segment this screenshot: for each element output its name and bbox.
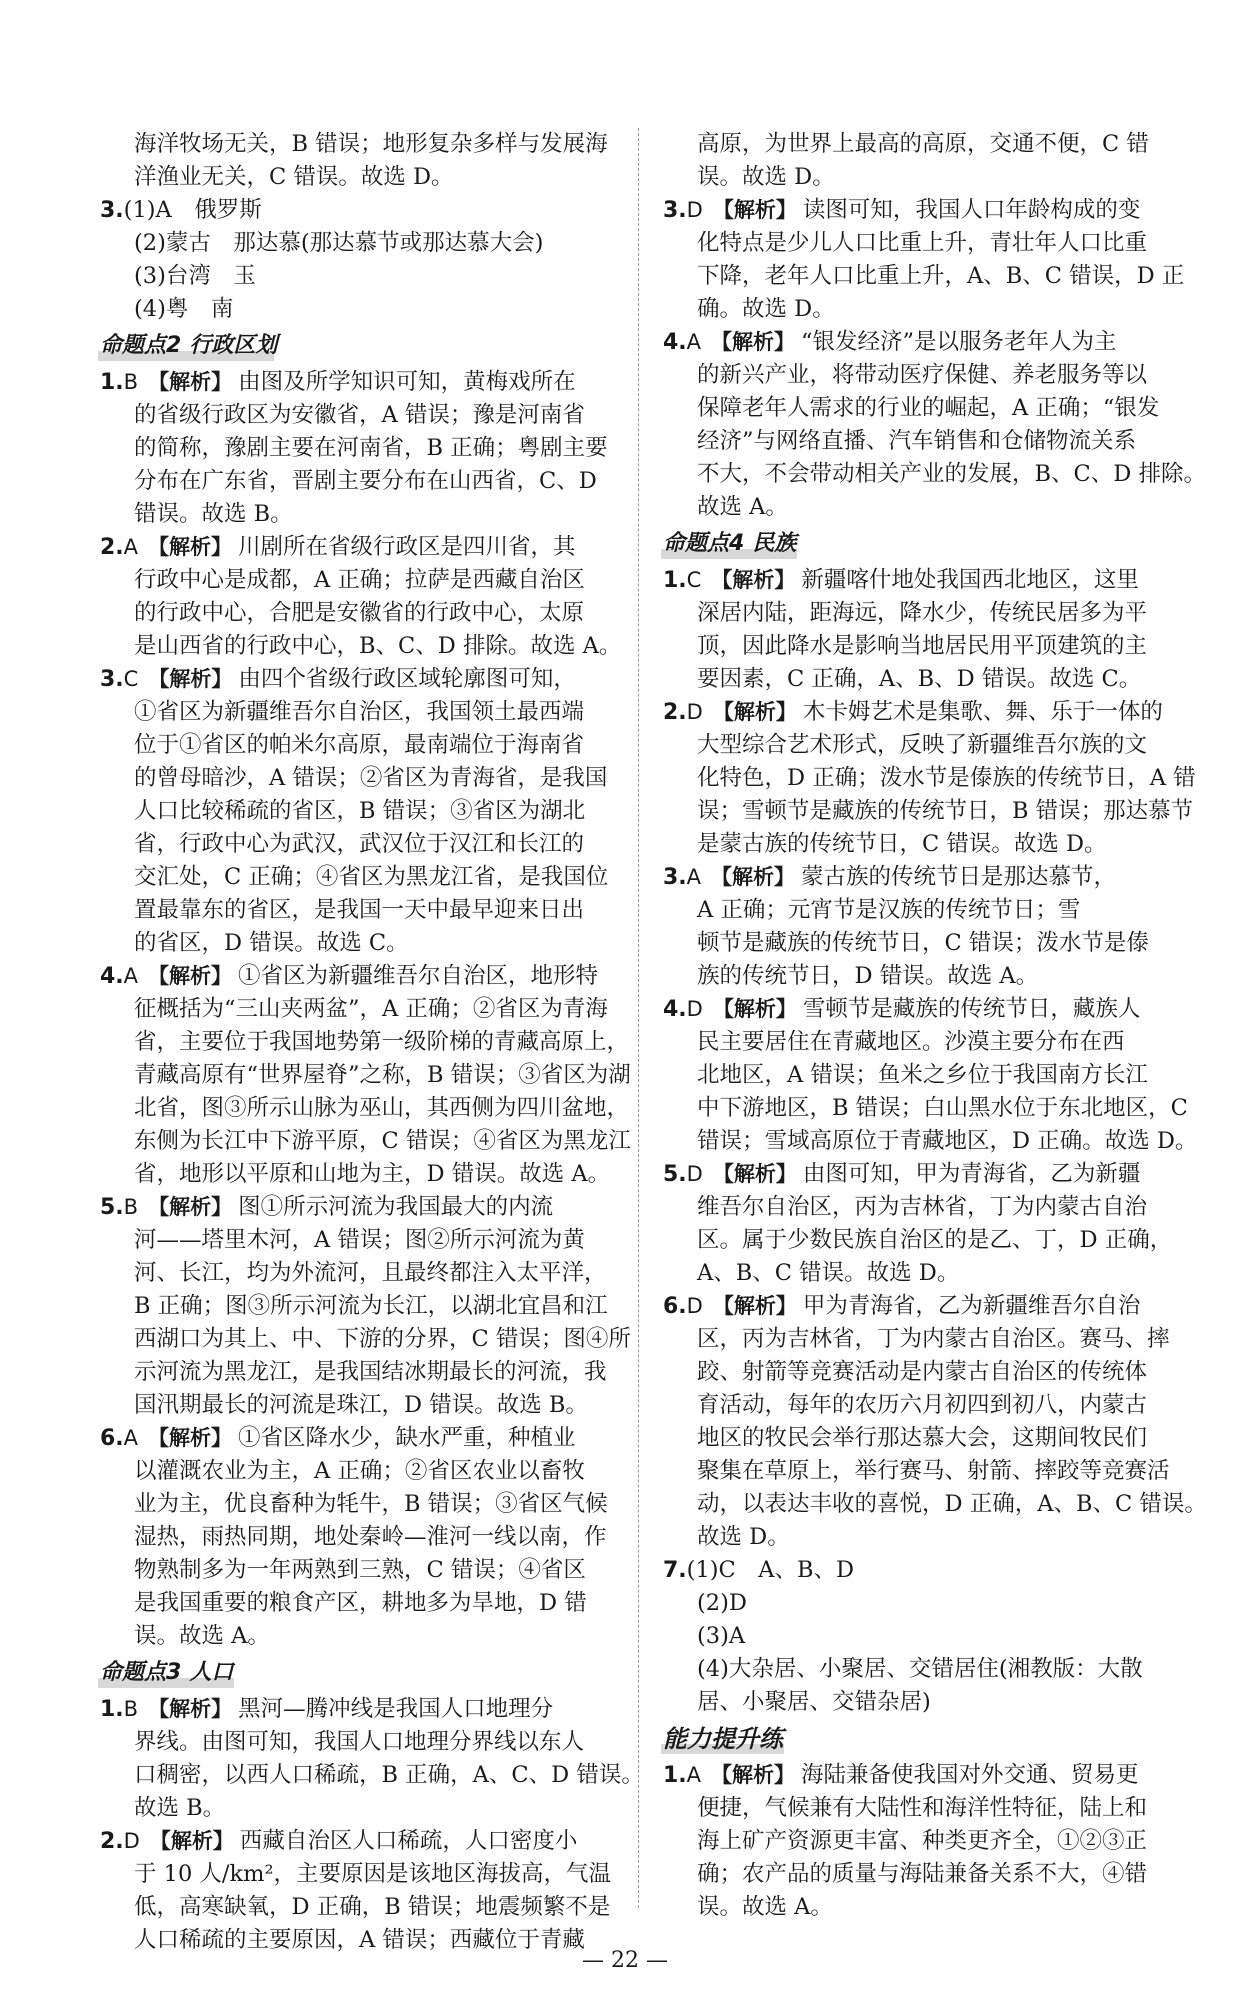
explanation-line: 的简称，豫剧主要在河南省，B 正确；粤剧主要: [134, 435, 608, 461]
explanation-line: 国汛期最长的河流是珠江，D 错误。故选 B。: [134, 1392, 588, 1418]
column-divider: [638, 128, 639, 1908]
explanation-text: 海陆兼备使我国对外交通、贸易更: [801, 1762, 1139, 1788]
text-line: 海洋牧场无关，B 错误；地形复杂多样与发展海: [134, 131, 608, 157]
answer-part: (1)A 俄罗斯: [123, 197, 262, 223]
explanation-line: 深居内陆，距海远，降水少，传统民居多为平: [697, 600, 1148, 626]
explanation-line: 的新兴产业，将带动医疗保健、养老服务等以: [697, 362, 1148, 388]
explanation-line: 交汇处，C 正确；④省区为黑龙江省，是我国位: [134, 864, 609, 890]
explanation-line: 西湖口为其上、中、下游的分界，C 错误；图④所: [134, 1326, 631, 1352]
answer-letter: D: [123, 1829, 140, 1853]
explanation-line: 大型综合艺术形式，反映了新疆维吾尔族的文: [697, 732, 1148, 758]
answer-part: (2)D: [697, 1590, 747, 1616]
question-item: [100, 531, 620, 564]
explanation-line: 青藏高原有“世界屋脊”之称，B 错误；③省区为湖: [134, 1062, 631, 1088]
explanation-line: 的行政中心，合肥是安徽省的行政中心，太原: [134, 600, 585, 626]
text-line: 高原，为世界上最高的高原，交通不便，C 错: [697, 131, 1149, 157]
explanation-line: 误。故选 A。: [134, 1623, 270, 1649]
question-item: [100, 1422, 620, 1455]
section-heading-3: 命题点3 人口: [100, 1655, 247, 1691]
answer-part: (3)A: [697, 1623, 746, 1649]
text-line: 误。故选 D。: [697, 164, 835, 190]
question-item: [663, 696, 1186, 729]
question-item: [663, 564, 1186, 597]
explanation-line: A 正确；元宵节是汉族的传统节日；雪: [697, 897, 1081, 923]
explanation-line: 中下游地区，B 错误；白山黑水位于东北地区，C: [697, 1095, 1188, 1121]
explanation-line: 地区的牧民会举行那达慕大会，这期间牧民们: [697, 1425, 1148, 1451]
question-number: 7.: [663, 1558, 687, 1583]
explanation-line: 族的传统节日，D 错误。故选 A。: [697, 963, 1039, 989]
analysis-tag: 【解析】: [149, 1829, 234, 1853]
explanation-line: 区。属于少数民族自治区的是乙、丁，D 正确，: [697, 1227, 1173, 1253]
explanation-line: 育活动，每年的农历六月初四到初八，内蒙古: [697, 1392, 1148, 1418]
answer-letter: A: [123, 1426, 139, 1450]
explanation-text: 木卡姆艺术是集歌、舞、乐于一体的: [802, 699, 1163, 725]
explanation-line: 不大，不会带动相关产业的发展，B、C、D 排除。: [697, 461, 1206, 487]
right-column: [663, 128, 1207, 1924]
explanation-line: 行政中心是成都，A 正确；拉萨是西藏自治区: [134, 567, 585, 593]
explanation-line: 业为主，优良畜种为牦牛，B 错误；③省区气候: [134, 1491, 608, 1517]
explanation-line: 是蒙古族的传统节日，C 错误。故选 D。: [697, 831, 1107, 857]
answer-part: (2)蒙古 那达慕(那达慕节或那达慕大会): [134, 230, 544, 256]
explanation-line: 化特点是少儿人口比重上升，青壮年人口比重: [697, 230, 1148, 256]
explanation-text: ①省区降水少，缺水严重，种植业: [238, 1425, 576, 1451]
answer-letter: A: [686, 865, 702, 889]
section-3-items-cont: [663, 194, 1206, 524]
explanation-text: 新疆喀什地处我国西北地区，这里: [801, 567, 1139, 593]
question-item: [100, 1191, 620, 1224]
analysis-tag: 【解析】: [148, 1697, 233, 1721]
question-item: [663, 194, 1186, 227]
question-number: 6.: [100, 1426, 124, 1451]
question-number: 1.: [663, 1763, 687, 1788]
explanation-line: 河——塔里木河，A 错误；图②所示河流为黄: [134, 1227, 585, 1253]
explanation-line: 故选 B。: [134, 1795, 226, 1821]
answer-letter: C: [686, 568, 702, 592]
question-number: 2.: [100, 1829, 124, 1854]
explanation-line: 误。故选 A。: [697, 1894, 833, 1920]
explanation-line: 错误；雪域高原位于青藏地区，D 正确。故选 D。: [697, 1128, 1198, 1154]
answer-letter: D: [686, 1294, 703, 1318]
explanation-line: 误；雪顿节是藏族的传统节日，B 错误；那达慕节: [697, 798, 1194, 824]
explanation-line: 民主要居住在青藏地区。沙漠主要分布在西: [697, 1029, 1125, 1055]
section-2-items: [100, 366, 631, 1653]
explanation-text: 由图及所学知识可知，黄梅戏所在: [238, 369, 576, 395]
question-number: 3.: [663, 865, 687, 890]
analysis-tag: 【解析】: [711, 1763, 796, 1787]
analysis-tag: 【解析】: [148, 667, 233, 691]
analysis-tag: 【解析】: [148, 535, 233, 559]
explanation-line: A、B、C 错误。故选 D。: [697, 1260, 960, 1286]
section-3-items: [100, 1693, 644, 1957]
explanation-line: 湿热，雨热同期，地处秦岭—淮河一线以南，作: [134, 1524, 607, 1550]
explanation-text: “银发经济”是以服务老年人为主: [801, 329, 1117, 355]
explanation-text: 黑河—腾冲线是我国人口地理分: [238, 1696, 554, 1722]
answer-letter: B: [123, 1195, 139, 1219]
question-number: 1.: [100, 1697, 124, 1722]
explanation-line: 维吾尔自治区，丙为吉林省，丁为内蒙古自治: [697, 1194, 1148, 1220]
explanation-line: 北地区，A 错误；鱼米之乡位于我国南方长江: [697, 1062, 1148, 1088]
question-7: [663, 1554, 1186, 1587]
explanation-text: ①省区为新疆维吾尔自治区，地形特: [238, 963, 599, 989]
answer-part: 居、小聚居、交错杂居): [697, 1689, 931, 1715]
explanation-text: 甲为青海省，乙为新疆维吾尔自治: [802, 1293, 1141, 1319]
answer-letter: A: [123, 535, 139, 559]
ability-items: [663, 1759, 1186, 1924]
explanation-text: 读图可知，我国人口年龄构成的变: [802, 197, 1141, 223]
question-number: 4.: [663, 330, 687, 355]
analysis-tag: 【解析】: [712, 700, 797, 724]
explanation-line: 确；农产品的质量与海陆兼备关系不大，④错: [697, 1861, 1148, 1887]
answer-part: (4)大杂居、小聚居、交错居住(湘教版：大散: [697, 1656, 1143, 1682]
explanation-line: 的省级行政区为安徽省，A 错误；豫是河南省: [134, 402, 585, 428]
explanation-line: 北省，图③所示山脉为巫山，其西侧为四川盆地，: [134, 1095, 630, 1121]
analysis-tag: 【解析】: [711, 865, 796, 889]
explanation-line: 河、长江，均为外流河，且最终都注入太平洋，: [134, 1260, 607, 1286]
analysis-tag: 【解析】: [712, 997, 797, 1021]
question-item: [663, 326, 1186, 359]
explanation-line: 的曾母暗沙，A 错误；②省区为青海省，是我国: [134, 765, 608, 791]
explanation-line: 故选 A。: [697, 494, 788, 520]
explanation-line: 省，主要位于我国地势第一级阶梯的青藏高原上，: [134, 1029, 630, 1055]
question-number: 1.: [100, 370, 124, 395]
answer-letter: D: [686, 1162, 703, 1186]
section-heading-4: 命题点4 民族: [663, 526, 810, 562]
explanation-text: 川剧所在省级行政区是四川省，其: [238, 534, 576, 560]
explanation-line: 省，地形以平原和山地为主，D 错误。故选 A。: [134, 1161, 611, 1187]
explanation-line: 便捷，气候兼有大陆性和海洋性特征，陆上和: [697, 1795, 1148, 1821]
analysis-tag: 【解析】: [711, 330, 796, 354]
question-number: 3.: [100, 198, 124, 223]
explanation-text: 由图可知，甲为青海省，乙为新疆: [802, 1161, 1141, 1187]
analysis-tag: 【解析】: [148, 964, 233, 988]
explanation-line: 区，丙为吉林省，丁为内蒙古自治区。赛马、摔: [697, 1326, 1170, 1352]
answer-part: (1)C A、B、D: [686, 1557, 855, 1583]
question-item: [100, 1825, 620, 1858]
explanation-line: B 正确；图③所示河流为长江，以湖北宜昌和江: [134, 1293, 608, 1319]
explanation-text: 雪顿节是藏族的传统节日，藏族人: [802, 996, 1141, 1022]
analysis-tag: 【解析】: [148, 1426, 233, 1450]
explanation-line: 征概括为“三山夹两盆”，A 正确；②省区为青海: [134, 996, 608, 1022]
explanation-line: 人口稀疏的主要原因，A 错误；西藏位于青藏: [134, 1927, 585, 1953]
explanation-line: 动，以表达丰收的喜悦，D 正确，A、B、C 错误。: [697, 1491, 1207, 1517]
question-item: [100, 366, 620, 399]
answer-letter: D: [686, 198, 703, 222]
explanation-text: 图①所示河流为我国最大的内流: [238, 1194, 554, 1220]
explanation-line: 经济”与网络直播、汽车销售和仓储物流关系: [697, 428, 1137, 454]
analysis-tag: 【解析】: [711, 568, 796, 592]
explanation-line: 顶，因此降水是影响当地居民用平顶建筑的主: [697, 633, 1148, 659]
answer-part: (3)台湾 玉: [134, 263, 256, 289]
answer-letter: A: [686, 1763, 702, 1787]
explanation-line: 保障老年人需求的行业的崛起，A 正确；“银发: [697, 395, 1160, 421]
question-item: [663, 1158, 1186, 1191]
left-column: [100, 128, 644, 1957]
explanation-line: ①省区为新疆维吾尔自治区，我国领土最西端: [134, 699, 585, 725]
analysis-tag: 【解析】: [712, 198, 797, 222]
answer-part: (4)粤 南: [134, 296, 234, 322]
question-number: 3.: [100, 667, 124, 692]
explanation-line: 是山西省的行政中心，B、C、D 排除。故选 A。: [134, 633, 622, 659]
answer-letter: D: [686, 700, 703, 724]
answer-letter: B: [123, 1697, 139, 1721]
question-item: [663, 1290, 1186, 1323]
page-number: — 22 —: [582, 1948, 668, 1973]
section-heading-2: 命题点2 行政区划: [100, 328, 291, 364]
answer-letter: A: [123, 964, 139, 988]
explanation-line: 省，行政中心为武汉，武汉位于汉江和长江的: [134, 831, 585, 857]
explanation-line: 错误。故选 B。: [134, 501, 293, 527]
explanation-line: 海上矿产资源更丰富、种类更齐全，①②③正: [697, 1828, 1148, 1854]
explanation-line: 化特色，D 正确；泼水节是傣族的传统节日，A 错: [697, 765, 1196, 791]
analysis-tag: 【解析】: [712, 1162, 797, 1186]
explanation-line: 分布在广东省，晋剧主要分布在山西省，C、D: [134, 468, 597, 494]
explanation-line: 聚集在草原上，举行赛马、射箭、摔跤等竞赛活: [697, 1458, 1170, 1484]
explanation-line: 东侧为长江中下游平原，C 错误；④省区为黑龙江: [134, 1128, 631, 1154]
explanation-line: 口稠密，以西人口稀疏，B 正确，A、C、D 错误。: [134, 1762, 644, 1788]
explanation-line: 人口比较稀疏的省区，B 错误；③省区为湖北: [134, 798, 586, 824]
explanation-line: 要因素，C 正确，A、B、D 错误。故选 C。: [697, 666, 1142, 692]
explanation-line: 置最靠东的省区，是我国一天中最早迎来日出: [134, 897, 585, 923]
answer-letter: B: [123, 370, 139, 394]
answer-letter: A: [686, 330, 702, 354]
question-item: [100, 1693, 620, 1726]
question-3: [100, 194, 620, 227]
question-number: 4.: [663, 997, 687, 1022]
explanation-line: 低，高寒缺氧，D 正确，B 错误；地震频繁不是: [134, 1894, 611, 1920]
explanation-text: 西藏自治区人口稀疏，人口密度小: [239, 1828, 578, 1854]
explanation-line: 物熟制多为一年两熟到三熟，C 错误；④省区: [134, 1557, 586, 1583]
explanation-text: 蒙古族的传统节日是那达慕节，: [801, 864, 1117, 890]
explanation-line: 位于①省区的帕米尔高原，最南端位于海南省: [134, 732, 585, 758]
explanation-line: 是我国重要的粮食产区，耕地多为旱地，D 错: [134, 1590, 587, 1616]
question-number: 5.: [100, 1195, 124, 1220]
question-number: 3.: [663, 198, 687, 223]
analysis-tag: 【解析】: [148, 370, 233, 394]
question-number: 5.: [663, 1162, 687, 1187]
question-number: 4.: [100, 964, 124, 989]
explanation-line: 以灌溉农业为主，A 正确；②省区农业以畜牧: [134, 1458, 585, 1484]
answer-letter: D: [686, 997, 703, 1021]
explanation-line: 的省区，D 错误。故选 C。: [134, 930, 409, 956]
answer-letter: C: [123, 667, 139, 691]
question-item: [663, 1759, 1186, 1792]
question-item: [663, 993, 1186, 1026]
explanation-line: 下降，老年人口比重上升，A、B、C 错误，D 正: [697, 263, 1185, 289]
analysis-tag: 【解析】: [712, 1294, 797, 1318]
explanation-line: 顿节是藏族的传统节日，C 错误；泼水节是傣: [697, 930, 1149, 956]
explanation-line: 界线。由图可知，我国人口地理分界线以东人: [134, 1729, 585, 1755]
explanation-line: 故选 D。: [697, 1524, 790, 1550]
analysis-tag: 【解析】: [148, 1195, 233, 1219]
explanation-line: 于 10 人/km²，主要原因是该地区海拔高，气温: [134, 1861, 612, 1887]
question-item: [663, 861, 1186, 894]
question-item: [100, 960, 620, 993]
explanation-line: 示河流为黑龙江，是我国结冰期最长的河流，我: [134, 1359, 607, 1385]
question-number: 2.: [663, 700, 687, 725]
question-number: 2.: [100, 535, 124, 560]
explanation-text: 由四个省级行政区域轮廓图可知，: [238, 666, 576, 692]
explanation-line: 确。故选 D。: [697, 296, 835, 322]
question-number: 6.: [663, 1294, 687, 1319]
question-number: 1.: [663, 568, 687, 593]
explanation-line: 跤、射箭等竞赛活动是内蒙古自治区的传统体: [697, 1359, 1148, 1385]
question-item: [100, 663, 620, 696]
section-4-items: [663, 564, 1207, 1554]
text-line: 洋渔业无关，C 错误。故选 D。: [134, 164, 454, 190]
section-heading-ability: 能力提升练: [663, 1725, 783, 1753]
